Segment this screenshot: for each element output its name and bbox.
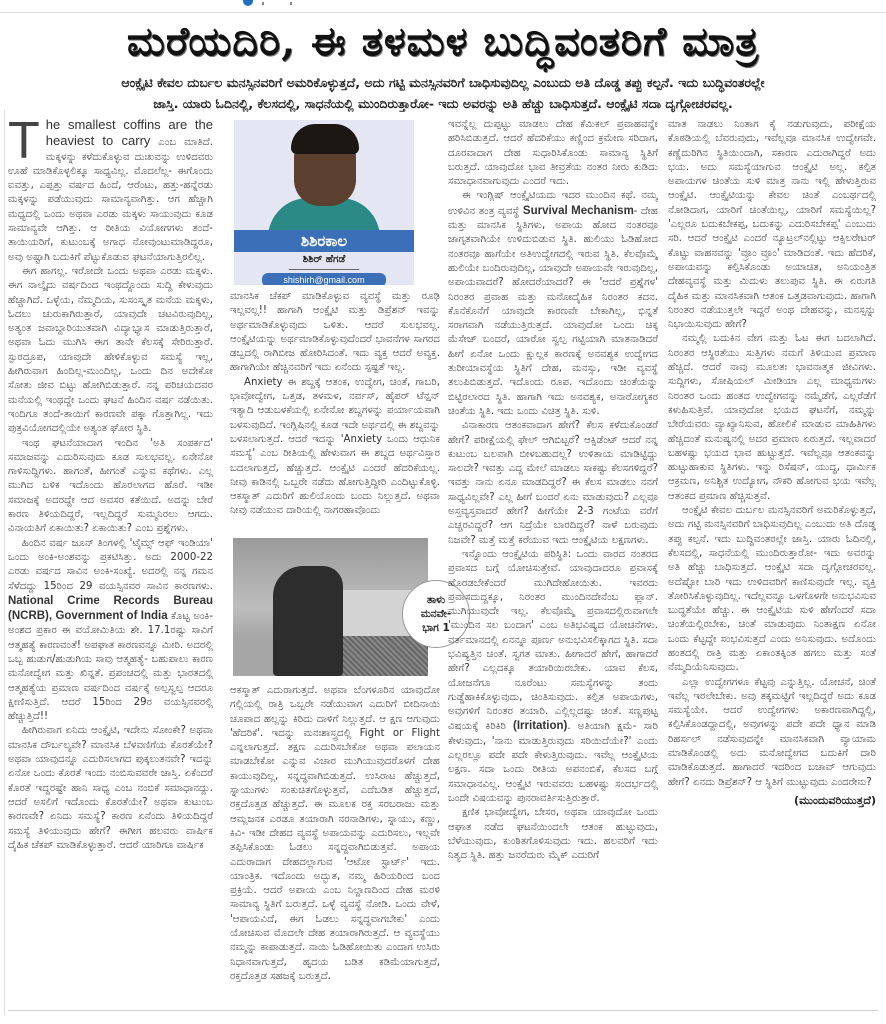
logo-icon: [243, 0, 253, 6]
paragraph: ಮಾತ ನಾಡಲು ನಿಂತಾಗ ಕೈ ನಡುಗುವುದು, ಪರೀಕ್ಷೆಯ ಕೊಠಡಿಯಲ್ಲಿ ಬೆವರುವುದು, ಇವೆಲ್ಲವೂ ಮಾನಸಿಕ ಉದ್ವೇಗವೇ. ಕಣ್ಣೆದುರಿಗಿನ ಸ್ಥಿತಿಯಿಂದಾಗಿ, ಸಕಾರಣ ಎದುರಾಗಿದ್ದರೆ ಅದು ಭಯ. ಅದು ಸಮಸ್ಯೆಯಾಗುವ ಆಂಕ್ಸೈಟಿ ಅಲ್ಲ. ಕಲ್ಪಿತ ಅಪಾಯಗಳ ಚಿಂತೆಯ ಸುಳಿ ಮಾತ್ರ ನಾನು ಇಲ್ಲಿ ಹೇಳುತ್ತಿರುವ ಆಂಕ್ಸೈಟಿ. ಆಂಕ್ಸೈಟಿಯನ್ನು ಕೇವಲ ಚಿಂತೆ ಎಂಬರ್ಥದಲ್ಲಿ ನೋಡಿದಾಗ, ಯಾರಿಗೆ ಚಿಂತೆಯಿಲ್ಲ, ಯಾರಿಗೆ ಸಮಸ್ಯೆಯಿಲ್ಲ? 'ಎಲ್ಲರೂ ಬದುಕಬೇಕಪ್ಪ, ಬದುಕನ್ನು ಎದುರಿಸಬೇಕಪ್ಪ' ಎಂಬುದು ಸರಿ. ಆದರೆ ಆಂಕ್ಸೈಟಿ ಎಂದರೆ ನ್ಯೂಟ್ರಲ್‌ನಲ್ಲಿಟ್ಟು ಆಕ್ಸಿಲರೇಟರ್ ಕೊಟ್ಟು ವಾಹನವನ್ನು 'ವ್ರೂಂ ವ್ರೂಂ' ಮಾಡಿದಂತೆ. ಇದು ಹೆದರಿಕೆ, ಅಪಾಯವನ್ನು ಕಲ್ಪಿಸಿಕೊಂಡು ಅಯಾಚಿತ, ಅನಿಯಂತ್ರಿತ ದೇಹವ್ಯವಸ್ಥೆ ಮತ್ತು ಮಿದುಳು ತಲುಪುವ ಸ್ಥಿತಿ. ಈ ಏರುಗತಿ ದೈಹಿಕ ಮತ್ತು ಮಾನಸಿಕವಾಗಿ ಆತಂಕ ಒತ್ತಡವಾಗುವುದು. ಹಾಗಾಗಿ ನಿರಂತರ ನಡೆಯುತ್ತಲೇ ಇದ್ದರೆ ಅಂಥ ದೇಹವನ್ನು, ಮನಸ್ಸನ್ನು ನಿಭಾಯಿಸುವುದು ಹೇಗೆ?: [668, 119, 876, 331]
deck-line: ಆಂಕ್ಸೈಟಿ ಕೇವಲ ದುರ್ಬಲ ಮನಸ್ಸಿನವರಿಗೆ ಅಮರಿಕೊಳ್ಳುತ್ತದೆ, ಅದು ಗಟ್ಟಿ ಮನಸ್ಸಿನವರಿಗೆ ಬಾಧಿಸುವುದಿಲ್ಲ ಎಂಬುದು ಅತಿ ದೊಡ್ಡ ತಪ್ಪು ಕಲ್ಪನೆ. ಇದು ಬುದ್ಧಿವಂತರಲ್ಲೇ: [121, 75, 765, 90]
paragraph-text: ಎಂಬ ಮಾತಿದೆ. ಮಕ್ಕಳನ್ನು ಕಳೆದುಕೊಳ್ಳುವ ದುಃಖವನ್ನು ಉಳಿದವರು ಊಹೆ ಮಾಡಿಕೊಳ್ಳಲಿಕ್ಕೂ ಸಾಧ್ಯವಿಲ್ಲ. ಮೊದಲೆಲ್ಲ- ಈಗೊಂದು ಐವತ್ತು, ಎಪ್ಪತ್ತು ವರ್ಷದ ಹಿಂದೆ, ಆರೆಂಟು, ಹತ್ತು-ಹನ್ನೆರಡು ಮಕ್ಕಳನ್ನು ಪಡೆಯುವುದು ಸಾಮಾನ್ಯವಾಗಿತ್ತು. ಆಗ ಹೆಚ್ಚಾಗಿ ಮಧ್ಯದಲ್ಲಿ ಒಂದು ಅಥವಾ ಎರಡು ಮಕ್ಕಳು ಸಾಯುವುದು ಕೂಡ ಸಾಮಾನ್ಯವೇ ಆಗಿತ್ತು. ಆ ರೀತಿಯ ವಿಯೋಗಗಳು ತಂದೆ-ತಾಯಿಯರಿಗೆ, ಕುಟುಂಬಕ್ಕೆ ಅಗಾಧ ನೋವುಂಟುಮಾಡಿದ್ದರೂ, ಅವು ಅಷ್ಟಾಗಿ ಬದುಕಿಗೆ ಪೆಟ್ಟುಕೊಡುವ ಘಟನೆಯಾಗುತ್ತಿರಲಿಲ್ಲ.: [8, 137, 214, 263]
column-name: ಶಿಶಿರಕಾಲ: [234, 230, 414, 252]
english-phrase: 'Anxiety: [340, 433, 383, 445]
paragraph-text: ಒಂದು ಆಧುನಿಕ ಸಮಸ್ಯೆ' ಎಂಬ ರೀತಿಯಲ್ಲಿ ಹೇಳುವಾಗ ಈ ಶಬ್ದದ ಅರ್ಥವಿಸ್ತಾರ ಬದಲಾಗುತ್ತದೆ, ಹೆಚ್ಚುತ್ತದೆ. ಆಂಕ್ಸೈಟಿ ಎಂದರೆ ಹೆದರಿಕೆಯಲ್ಲ. ನೀವು ಕಾಡಿನಲ್ಲಿ ಒಬ್ಬರೇ ನಡೆದು ಹೋಗುತ್ತಿದ್ದೀರಿ ಎಂದಿಟ್ಟುಕೊಳ್ಳಿ. ಆಕಸ್ಮಾತ್ ಎದುರಿಗೆ ಹುಲಿಯೊಂದು ಬಂದು ನಿಲ್ಲುತ್ತದೆ. ಅಥವಾ ನೀವು ನಡೆಯುವ ದಾರಿಯಲ್ಲಿ ನಾಗರಹಾವೊಂದು: [230, 433, 440, 517]
author-email[interactable]: shishirh@gmail.com: [262, 273, 386, 285]
paragraph: ಎಲ್ಲಾ ಉದ್ವೇಗಗಳೂ ಕೆಟ್ಟವು ಎನ್ನುತ್ತಿಲ್ಲ. ಯೋಚನೆ, ಚಿಂತೆ ಇವೆಲ್ಲ ಇರಲೇಬೇಕು. ಅವು ತಕ್ಕಮಟ್ಟಿಗೆ ಇಲ್ಲದಿದ್ದರೆ ಅದು ಕೂಡ ಸಮಸ್ಯೆಯೇ. ಆದರೆ ಉದ್ವೇಗಗಳು ಅಕಾರಣವಾಗಿದ್ದಲ್ಲಿ, ಕಲ್ಪಿಸಿಕೊಂಡದ್ದಾದಲ್ಲಿ, ಅವುಗಳನ್ನು ಪದೇ ಪದೇ ಧ್ಯಾನ ಮಾಡಿ ರಿಹರ್ಸಲ್ ನಡೆಸುವುದನ್ನೇ ಮಾನಸಿಕವಾಗಿ ವ್ಯಾಯಾಮ ಮಾಡಿಕೊಂಡಲ್ಲಿ ಅದು ಮನೋದ್ವೇಗದ ಬದುಕಿಗೆ ದಾರಿ ಮಾಡಿಕೊಡುತ್ತದೆ. ಹಾಗಾದರೆ ಇದರಿಂದ ಬಚಾವ್ ಆಗುವುದು ಹೇಗೆ? ಏನದು ಡಿಪ್ರೆಶನ್? ಆ ಸ್ಥಿತಿಗೆ ಮುಟ್ಟುವುದು ಎಂದರೇನು?: [668, 676, 876, 788]
paragraph: [230, 376, 440, 519]
paragraph-text: ಕೊಟ್ಟ ಅಂಕಿ-ಅಂಶದ ಪ್ರಕಾರ ಈ ವಯೋಮಿತಿಯ ಶೇ. 17.1ರಷ್ಟು ಸಾವಿಗೆ ಆತ್ಮಹತ್ಯೆ ಕಾರಣವಂತೆ! ಅಪಘಾತ ಕಾರಣವನ್ನೂ ಮೀರಿ. ಅದರಲ್ಲಿ ಒಬ್ಬ ಹುಡುಗ/ಹುಡುಗಿಯ ಸಾವು ಆತ್ಮಹತ್ಯೆ- ಬಹುಪಾಲು ಕಾರಣ ಮನೋದ್ವೇಗ ಮತ್ತು ಖಿನ್ನತೆ. ಪ್ರಪಂಚದಲ್ಲಿ ಮತ್ತು ಭಾರತದಲ್ಲಿ ಆತ್ಮಹತ್ಯೆಯ ಪ್ರಮಾಣ ವರ್ಷದಿಂದ ವರ್ಷಕ್ಕೆ ಅಲ್ಪಸ್ವಲ್ಪ ಆದರೂ ಕ್ಷೀಣಿಸುತ್ತಿದೆ. ಆದರೆ 15ರಿಂದ 29ರ ವಯಸ್ಸಿನವರಲ್ಲಿ ಹೆಚ್ಚುತ್ತಿದೆ!!: [8, 611, 213, 723]
paragraph: [448, 548, 658, 806]
headline: ಮರೆಯದಿರಿ, ಈ ತಳಮಳ ಬುದ್ಧಿವಂತರಿಗೆ ಮಾತ್ರ: [126, 18, 760, 65]
columnist-photo-hair: [291, 124, 359, 154]
paragraph-text: . ಅತಿಯಾಗಿ ಕ್ಷಮೆ- ಸಾರಿ ಕೇಳುವುದು, 'ನಾನು ಮಾಡುತ್ತಿರುವುದು ಸರಿಯಿದೆಯೇ?' ಎಂದು ಎಲ್ಲರಲ್ಲೂ ಪದೇ ಪದೇ ಕೇಳುತ್ತಿರುವುದು. ಇವೆಲ್ಲ ಆಂಕ್ಸೈಟಿಯ ಲಕ್ಷಣ. ಸದಾ ಒಂದು ರೀತಿಯ ಅಪನಂಬಿಕೆ, ಕೆಲಸದ ಬಗ್ಗೆ ಸಮಾಧಾನವಿಲ್ಲ. ಆಂಕ್ಸೈಟಿ ಇರುವವರು ಬಹಳಷ್ಟು ಸಂದರ್ಭದಲ್ಲಿ ಒಂದೇ ವಿಷಯವನ್ನು ಪುನರಾವರ್ತಿಸುತ್ತಿರುತ್ತಾರೆ.: [448, 721, 658, 804]
article-column-1: [8, 112, 214, 1008]
english-phrase: Survival Mechanism: [522, 204, 634, 217]
callout-line: ತಾಳು: [426, 594, 446, 606]
callout-line: ಭಾಗ 1: [422, 622, 450, 634]
paragraph: ಆಂಕ್ಸೈಟಿ ಕೇವಲ ದುರ್ಬಲ ಮನಸ್ಸಿನವರಿಗೆ ಅಮರಿಕೊಳ್ಳುತ್ತದೆ, ಅದು ಗಟ್ಟಿ ಮನಸ್ಸಿನವರಿಗೆ ಬಾಧಿಸುವುದಿಲ್ಲ ಎಂಬುದು ಅತಿ ದೊಡ್ಡ ತಪ್ಪು ಕಲ್ಪನೆ. ಇದು ಬುದ್ಧಿವಂತರಲ್ಲೇ ಜಾಸ್ತಿ. ಯಾರು ಓದಿನಲ್ಲಿ, ಕೆಲಸದಲ್ಲಿ, ಸಾಧನೆಯಲ್ಲಿ ಮುಂದಿರುತ್ತಾರೋ- ಇದು ಅವರನ್ನು ಅತಿ ಹೆಚ್ಚು ಬಾಧಿಸುತ್ತದೆ. ಆಂಕ್ಸೈಟಿ ಸದಾ ದೃಗ್ಗೋಚರವಲ್ಲ. ಅದೆಷ್ಟೋ ಬಾರಿ ಇದು ಉಳಿದವರಿಗೆ ಕಾಣಿಸುವುದೇ ಇಲ್ಲ. ವ್ಯಕ್ತಿ ತೋರಿಸಿಕೊಳ್ಳುವುದಿಲ್ಲ. ಇದೆಲ್ಲವನ್ನೂ ಒಳಗೊಳಗೇ ಅನುಭವಿಸುವ ಬುದ್ಧತೆಯೇ ಹೆಚ್ಚು. ಈ ಆಂಕ್ಸೈಟಿಯ ಸುಳಿ ಹೇಗೆಂದರೆ ಸದಾ ಚಿಂತೆಯಲ್ಲಿರಬೇಕು, ಚಿಂತೆ ಮಾಡುವುದು ನಿಂತಾಕ್ಷಣ ಏನೋ ಒಂದು ಕೆಟ್ಟದ್ದೇ ಸಂಭವಿಸುತ್ತದೆ ಎಂದು ಅನಿಸುವುದು. ಅದೊಂದು ಹಂತದಲ್ಲಿ ರಾತ್ರಿ ಮತ್ತು ಏಕಾಂತಕ್ಕಿಂತ ಹಗಲು ಮತ್ತು ಸಂತೆ ನೆಮ್ಮದಿಯೆನಿಸುವುದು.: [668, 505, 876, 674]
paragraph-text: ಹಿಂದಿನ ವರ್ಷ ಜೂನ್ ತಿಂಗಳಲ್ಲಿ 'ಟೈಮ್ಸ್ ಆಫ್ ಇಂಡಿಯಾ' ಒಂದು ಅಂಕಿ-ಅಂಶವನ್ನು ಪ್ರಕಟಿಸಿತ್ತು. ಅದು 2000-22 ಎರಡು ವರ್ಷದ ಸಾವಿನ ಅಂಕಿ-ಸಂಖ್ಯೆ. ಅದರಲ್ಲಿ ನನ್ನ ಗಮನ ಸೆಳೆದದ್ದು 15ರಿಂದ 29 ವಯಸ್ಸಿನವರ ಸಾವಿನ ಕಾರಣಗಳು.: [8, 537, 213, 592]
paragraph: ಈಗ ಹಾಗಲ್ಲ. ಇರೋದೇ ಒಂದು ಅಥವಾ ಎರಡು ಮಕ್ಕಳು. ಈಗ ನಾಲ್ಕೈದು ವರ್ಷದಿಂದ ಇಂಥದ್ದೊಂದು ಸುದ್ದಿ ಕೇಳುವುದು ಹೆಚ್ಚಾಗಿದೆ. ಒಳ್ಳೆಯ, ನೆಮ್ಮದಿಯ, ಸುಸಂಸ್ಕೃತ ಮನೆಯ ಮಕ್ಕಳು, ಓದಲು ಚುರುಕಾಗಿರುತ್ತಾರೆ, ಯಾವುದೇ ಚಟವಿರುವುದಿಲ್ಲ, ಅತ್ಯಂತ ಜವಾಬ್ದಾರಿಯುತವಾಗಿ ವಿದ್ಯಾಭ್ಯಾಸ ಮಾಡುತ್ತಿರುತ್ತಾರೆ, ಅಥವಾ ಓದು ಮುಗಿಸಿ ಈಗ ತಾನೇ ಕೆಲಸಕ್ಕೆ ಸೇರಿರುತ್ತಾರೆ. ಸ್ಫುರದ್ರೂಪ, ಯಾವುದೇ ಹೇಳಿಕೊಳ್ಳುವ ಸಮಸ್ಯೆ ಇಲ್ಲ, ಹೀಗಿರುವಾಗ ಹಿಂದಿಲ್ಲ-ಮುಂದಿಲ್ಲ, ಒಂದು ದಿನ ಅದೇಕೋ ಸೋತು ಜೀವ ಬಿಟ್ಟು ಹೋಗಿಬಿಡುತ್ತಾರೆ. ನನ್ನ ಪರಿಚಯದವರ ಮನೆಯಲ್ಲಿ ಇಂಥದ್ದೇ ಒಂದು ಘಟನೆ ಹಿಂದಿನ ವರ್ಷ ನಡೆಯಿತು. ಇಂದಿಗೂ ತಂದೆ-ತಾಯಿಗೆ ಕಾರಣವೇ ಪಕ್ಕಾ ಗೊತ್ತಾಗಿಲ್ಲ. ಇದು ಪುತ್ರವಿಯೋಗದಲ್ಲಿಯೇ ಅತ್ಯಂತ ಘೋರ ಸ್ಥಿತಿ.: [8, 265, 213, 435]
english-phrase: Anxiety: [244, 376, 283, 388]
lead-quote: he smallest coffins are the heaviest to carry: [45, 117, 213, 149]
bottom-rule: [8, 1010, 878, 1011]
paragraph-text: - ದೇಹ ಮತ್ತು ಮಾನಸಿಕ ಸ್ಥಿತಿಗಳು, ಅಪಾಯ ಹೋದ ನಂತರವೂ ಜಾಗೃತವಾಗಿಯೇ ಉಳಿದುಬಿಡುವ ಸ್ಥಿತಿ. ಹುಲಿಯು ಓಡಿಹೋದ ನಂತರವೂ ಹಾಗೆಯೇ ಅತಿಉದ್ವೇಗದಲ್ಲಿ ಇರುವ ಸ್ಥಿತಿ. ಕೆಲವೊಮ್ಮೆ ಹುಲಿಯೇ ಬಂದಿರುವುದಿಲ್ಲ, ಯಾವುದೇ ಅಪಾಯವೇ ಇರುವುದಿಲ್ಲ, ಅಪಾಯವಾದರೆ? ಹೋದರೆಯಾದರೆ? ಈ 'ಆದರೆ ಪ್ರಶ್ನೆಗಳ' ನಿರಂತರ ಪ್ರವಾಹ ಮತ್ತು ಮನೋದೈಹಿಕ ನಿರಂತರ ಕದನ. ಕೊನೆಕೊನೆಗೆ ಯಾವುದೇ ಕಾರಣವೇ ಬೇಕಾಗಿಲ್ಲ, ಭಿನ್ನತೆ ಸರಾಗವಾಗಿ ನಡೆಯುತ್ತಿರುತ್ತದೆ. ಯಾವುದೋ ಒಂದು ಚಿಕ್ಕ ಮೆಸೇಜ್ ಬಂದರೆ, ಯಾರೋ ಸ್ವಲ್ಪ ಗಟ್ಟಿಯಾಗಿ ಮಾತನಾಡಿದರೆ ಹೀಗೆ ಏನೋ ಒಂದು ಕ್ಷುಲ್ಲಕ ಕಾರಣಕ್ಕೆ ಅನವಶ್ಯಕ ಉದ್ವೇಗದ ತುರೀಯಾವಸ್ಥೆಯ ಸ್ಥಿತಿಗೆ ದೇಹ, ಮನಸ್ಸು, ಇಡೀ ವ್ಯವಸ್ಥೆ ತಲುಪಿಬಿಡುತ್ತದೆ. ಇದೊಂದು ರೂಪ. ಇದೊಂದು ಚಿಂತೆಯನ್ನು ಬಿಟ್ಟಿರಲಾರದ ಸ್ಥಿತಿ. ಹಾಗಾಗಿ ಇದು ಅನವಶ್ಯಕ, ಅನಾರೋಗ್ಯಕರ ಚಿಂತೆಯ ಸ್ಥಿತಿ. ಇದು ಒಂದು ವಿಚಿತ್ರ ಸ್ಥಿತಿ. ಸುಳಿ.: [448, 205, 658, 417]
author-name: ಶಿಶಿರ್ ಹೆಗಡೆ: [302, 254, 346, 265]
paragraph: ಇವನ್ನೆಲ್ಲ ದುಪ್ಪಟ್ಟು ಮಾಡಲು ದೇಹ ಕೆಮಿಕಲ್ ಪ್ರವಾಹವನ್ನೇ ಹರಿಸಿಬಿಡುತ್ತದೆ. ಆದರೆ ಹೆದರಿಕೆಯು ಕಣ್ಣಿಂದ ಕ್ರಮೇಣ ಸರಿದಾಗ, ದೂರವಾದಾಗ ದೇಹ ಸುಧಾರಿಸಿಕೊಂಡು ಸಾಮಾನ್ಯ ಸ್ಥಿತಿಗೆ ಬರುತ್ತದೆ. ಯಾವುದೋ ಭಾವ ತೀವ್ರತೆಯ ನಂತರ ನೀರು ಕುಡಿದು ಸಮಾಧಾನವಾಗುವುದು ಎಂದರೆ ಇದು.: [448, 119, 658, 188]
top-bar: [0, 0, 886, 13]
photo-person: [273, 566, 343, 676]
paragraph-text: ಇನ್ನೊಂದು ಆಂಕ್ಸೈಟಿಯ ಪರಿಸ್ಥಿತಿ: ಒಂದು ವಾರದ ನಂತರದ ಪ್ರವಾಸದ ಬಗ್ಗೆ ಯೋಚಿಸುತ್ತೇವೆ. ಯಾವುದಾದರೂ ಪ್ರವಾಸಕ್ಕೆ ಹೊರಡಬೇಕೆಂದರೆ ಮುಗಿದೇಹೋಯಿತು. ಇವರದು ಪ್ರವಾಸದುದ್ದಕ್ಕೂ, ನಿರಂತರ ಮುಂದಿನದೇನೆಂಬ ಪ್ಲಾನ್. ಮುಗಿಯುವುದೇ ಇಲ್ಲ. ಕೆಲವೊಮ್ಮೆ ಪ್ರವಾಸದಲ್ಲಿರುವಾಗಲೇ 'ಮುಂದಿನ ಸಲ ಬಂದಾಗ' ಎಂಬ ಅತಿಭವಿಷ್ಯದ ಯೋಚನೆಗಳು. ವರ್ತಮಾನದಲ್ಲಿ ಏನನ್ನೂ ಪೂರ್ಣ ಅನುಭವಿಸಲಿಕ್ಕಾಗದ ಸ್ಥಿತಿ. ಸದಾ ಭವಿಷ್ಯತ್ತಿನ ಚಿಂತೆ. ಸ್ವಗತ ಮಾತು. ಹೀಗಾದರೆ ಹೇಗೆ, ಹಾಗಾದರೆ ಹೇಗೆ? ಎಲ್ಲದಕ್ಕೂ ತಯಾರಿಯಿರಬೇಕು. ಯಾವ ಕೆಲಸ, ಯೋಜನೆಗೂ ನೂರೆಂಟು ಸಮಸ್ಯೆಗಳನ್ನು ತಂದು ಗುಡ್ಡೆಹಾಕಿಕೊಳ್ಳುವುದು, ಚಿಂತಿಸುವುದು. ಕಲ್ಪಿತ ಅಪಾಯಗಳು, ಅವುಗಳಿಗೆ ನಿರಂತರ ತಯಾರಿ. ಎಲ್ಲಿಲ್ಲದಷ್ಟು ಚಿಂತೆ. ಸಣ್ಣಪುಟ್ಟ ವಿಷಯಕ್ಕೆ ಕಿರಿಕಿರಿ: [448, 548, 658, 733]
deck-line: ಜಾಸ್ತಿ. ಯಾರು ಓದಿನಲ್ಲಿ, ಕೆಲಸದಲ್ಲಿ, ಸಾಧನೆಯಲ್ಲಿ ಮುಂದಿರುತ್ತಾರೋ- ಇದು ಅವರನ್ನು ಅತಿ ಹೆಚ್ಚು ಬಾಧಿಸುತ್ತದೆ. ಆಂಕ್ಸೈಟಿ ಸದಾ ದೃಗ್ಗೋಚರವಲ್ಲ.: [153, 96, 733, 111]
paragraph: ವಿನಾಕಾರಣ ಆತಂಕವಾದಾಗ ಹೇಗೆ? ಕೆಲಸ ಕಳೆದುಕೊಂಡರೆ ಹೇಗೆ? ಪರೀಕ್ಷೆಯಲ್ಲಿ ಫೇಲ್ ಆಗಿಬಿಟ್ಟರೆ? ಆಕ್ಸಿಡೆಂಟ್ ಆದರೆ ನನ್ನ ಕುಟುಂಬ ಬಲವಾಗಿ ಬೀಳಬಹುದಲ್ಲ? ಉಳಿತಾಯ ಮಾಡಿಟ್ಟಿದ್ದು ಸಾಲದೇ? ಇವತ್ತು ಎದ್ದ ಮೇಲೆ ಮಾಡಲು ಸಾಕಷ್ಟು ಕೆಲಸಗಳಿದ್ದರೆ? ಇವತ್ತು ನಾನು ಏನೂ ಮಾಡದಿದ್ದರೆ? ಈ ಕೆಲಸ ಮಾಡಲು ನನಗೆ ಸಾಧ್ಯವಿಲ್ಲವೇ? ಎಲ್ಲ ಹೀಗೆ ಬಂದರೆ ಏನು ಮಾಡುವುದು? ಎಲ್ಲವೂ ಅಸ್ತವ್ಯಸ್ತವಾದರೆ ಹೇಗೆ? ಹೀಗೆಯೇ 2-3 ಗಂಟೆಯ ವರೆಗೆ ಎಚ್ಚರವಿದ್ದರೆ? ಆಗ ನಿದ್ರೆಯೇ ಬಾರದಿದ್ದರೆ? ನಾಳೆ ಬರುವುದು ನಿಜವೇ? ಮತ್ತೆ ಮತ್ತೆ ಕರೆಯುವ ಇದು ಆಂಕ್ಸೈಟಿಯ ಲಕ್ಷಣಗಳು.: [448, 420, 658, 546]
divider: [289, 269, 359, 270]
article-column-4: [668, 118, 876, 998]
paragraph-text: ಈ ಶಬ್ದಕ್ಕೆ ಆತಂಕ, ಉದ್ವೇಗ, ಚಿಂತೆ, ಗಾಬರಿ, ಭಾವೋದ್ವೇಗ, ಒತ್ತಡ, ತಳಮಳ, ನರ್ವಸ್, ಹೈಪರ್ ಟೆನ್ಷನ್ ಇತ್ಯಾದಿ ಆಡುಬಳಕೆಯಲ್ಲಿ ಏನೇನೋ ಶಬ್ದಗಳನ್ನು ಪರ್ಯಾಯವಾಗಿ ಬಳಸುವುದಿದೆ. ಇಂಗ್ಲಿಷಿನಲ್ಲಿ ಕೂಡ ಇದೇ ಅರ್ಥದಲ್ಲಿ ಈ ಶಬ್ದವನ್ನು ಬಳಸಲಾಗುತ್ತದೆ. ಆದರೆ ಇದನ್ನು: [230, 376, 440, 445]
paragraph: ಹೀಗಿರುವಾಗ ಏನಿದು ಆಂಕ್ಸೈಟಿ, ಇದೇನು ಸೋಂಕೇ? ಅಥವಾ ಮಾನಸಿಕ ದೌರ್ಬಲ್ಯವೇ? ಮಾನಸಿಕ ಬೆಳವಣಿಗೆಯ ಕೊರತೆಯೇ? ಅಥವಾ ಯಾವುದನ್ನೂ ಎದುರಿಸಲಾಗದ ಪುಕ್ಕಲುತನವೇ? ಇದನ್ನು ಏನೋ ಒಂದು ಕೊರತೆ ಇಂದು ನಂಬಿಸುವವರೇ ಜಾಸ್ತಿ. ಏಕೆಂದರೆ ಕೊರತೆ ಇದ್ದರಷ್ಟೇ ಹಾನಿ ಸಾಧ್ಯ ಎಂಬ ನಂಬಿಕೆ ಸಮಾಧಾನದ್ದು. ಆದರೆ ಅಸಲಿಗೆ ಇದೊಂದು ಕೊರತೆಯೇ? ಅಥವಾ ಕುಟುಂಬ ಕಾರಣವೇ? ಏನಿದು ಸಮಸ್ಯೆ? ಕಾರಣ ಏನೆಂದು ತಿಳಿಯದಿದ್ದರೆ ಸಮಸ್ಯೆ ತಿಳಿಯುವುದು ಹೇಗೆ? ಈಗೀಗ ಹಲವರು ವಾರ್ಷಿಕ ದೈಹಿಕ ಚೆಕಪ್ ಮಾಡಿಕೊಳ್ಳುತ್ತಾರೆ. ಆದರೆ ಯಾರಿಗೂ ವಾರ್ಷಿಕ: [8, 725, 213, 851]
divider: [262, 2, 264, 5]
paragraph-text: ಈ ಇಂಗ್ಲಿಷ್ ಆಂಕ್ಸೈಟಿಯದು ಇದರ ಮುಂದಿನ ಕಥೆ. ನಮ್ಮ ಉಳಿವಿನ ತಂತ್ರ ವ್ಯವಸ್ಥೆ: [448, 190, 658, 217]
paragraph: [8, 112, 214, 265]
paragraph: ಇಂಥ ಘಟನೆಯಾದಾಗ ಇಂದಿನ 'ಅತಿ ಸಂಪರ್ಕದ' ಸಮಾಜವನ್ನು ಎದುರಿಸುವುದು ಕೂಡ ಸುಲಭವಲ್ಲ. ಏನೇನೋ ಗಾಳಿಸುದ್ದಿಗಳು. ಹಾಗಂತೆ, ಹೀಗಂತೆ ಎನ್ನುವ ಕಥೆಗಳು. ಎಲ್ಲ ಮುಗಿದ ಬಳಿಕ ಇದೊಂದು ಹೊರಲಾಗದ ಹೊರೆ. ಇಡೀ ಸಮಾಜಕ್ಕೆ ಅದರದ್ದೇ ಆದ ಅವಸರ ಕತೆಯಿದೆ. ಅದನ್ನು ಬೇರೆ ಕಾರಣ ತಿಳಿಯದಿದ್ದರೆ, ಇಲ್ಲದಿದ್ದರೆ ಸುಮ್ಮನಿರಲು ಆಗದು. ವಿನಾಯತಿಗೆ ಏಕಾಯಿತು? ಏಕಾಯಿತು? ಎಂಬ ಪ್ರಶ್ನೆಗಳು.: [8, 437, 213, 535]
paragraph: [8, 537, 213, 725]
english-phrase: Fight or Flight: [359, 727, 440, 739]
article-photo: [233, 538, 428, 676]
paragraph: ಕ್ಷಣಿಕ ಭಾವೋದ್ವೇಗ, ಬೇಸರ, ಅಥವಾ ಯಾವುದೋ ಒಂದು ಆಘಾತ ನಡೆದ ಘಟನೆಯಿಂದಲೇ ಆತಂಕ ಹುಟ್ಟುವುದು, ಬೆಳೆಯುವುದು, ಕುಂಠಿತಗೊಳಿಸುವುದು ಇದು. ಹಲವರಿಗೆ ಇದು ನಿತ್ಯದ ಸ್ಥಿತಿ. ಹತ್ತು ಜನರೆದುರು ಮೈಕ್ ಎದುರಿಗೆ: [448, 807, 658, 862]
drop-cap: T: [8, 112, 40, 170]
article-column-2: [230, 290, 440, 519]
continued-label: (ಮುಂದುವರಿಯುತ್ತದೆ): [794, 793, 876, 807]
paragraph: ನಮ್ಮಲ್ಲಿ ಬದುಕಿನ ವೇಗ ಮತ್ತು ಓಟ ಈಗ ಬದಲಾಗಿದೆ. ನಿರಂತರ ಆಸ್ಥಿರತೆಯು ಸುತ್ತಿಗಳು ನಮಗೆ ತಿಳಿಯುವ ಪ್ರಮಾಣ ಹೆಚ್ಚಿದೆ. ಆದರೆ ನಾವು ಮೂಲತಃ ಭಾವನಾತ್ಮಕ ಜೀವಿಗಳು. ಸುದ್ದಿಗಳು, ಸೋಷಿಯಲ್ ಮೀಡಿಯಾ ಎಲ್ಲ ಮಾಧ್ಯಮಗಳು ನಿರಂತರ ಒಂದು ಹಂತದ ಉದ್ವೇಗವನ್ನು ನಮ್ಮೆಡೆಗೆ, ಎಲ್ಲರೆಡೆಗೆ ಕಳುಹಿಸುತ್ತಿವೆ. ಯಾವುದೋ ಭಯದ ಘಟನೆಗೆ, ನಮ್ಮನ್ನು ಬೇರೆಯವರು ವ್ಯಾಖ್ಯಾನಿಸುವ, ಹೋಲಿಕೆ ಮಾಡುವ ಮಾಹಿತಿಗಳು ಹೆಚ್ಚಿದಂತೆ ಮನುಷ್ಯನಲ್ಲಿ ಅದರ ಪ್ರಮಾಣ ಏರುತ್ತದೆ. ಇಲ್ಲವಾದರೆ ಬಹಳಷ್ಟು ಭಯದ ಭಾವ ಹುಟ್ಟುತ್ತದೆ. ಇವೆಲ್ಲವೂ ಆತಂಕವನ್ನು ಹುಟ್ಟುಹಾಕುವ ಸ್ಥಿತಿಗಳು. ಇನ್ನು ರಿಸೆಷನ್, ಯುದ್ಧ, ಧಾರ್ಮಿಕ ಆಕ್ರಮಣ, ಅನಿಶ್ಚಿತ ಉದ್ಯೋಗ, ನೌಕರಿ ಹೋಗುವ ಭಯ ಇವೆಲ್ಲ ಆತಂಕದ ಪ್ರಮಾಣ ಹೆಚ್ಚಿಸುತ್ತವೆ.: [668, 333, 876, 502]
paragraph-text: ಆಕಸ್ಮಾತ್ ಎದುರಾಗುತ್ತದೆ. ಅಥವಾ ಬೆಂಗಳೂರಿನ ಯಾವುದೋ ಗಲ್ಲಿಯಲ್ಲಿ ರಾತ್ರಿ ಒಬ್ಬರೇ ನಡೆಯುವಾಗ ಎದುರಿಗೆ ಬೀದಿನಾಯಿ ಚೂಪಾದ ಹಲ್ಲನ್ನು ಕಿರಿದು ದಾಳಿಗೆ ನಿಲ್ಲುತ್ತದೆ. ಆ ಕ್ಷಣ ಆಗುವುದು 'ಹೆದರಿಕೆ'. ಇದನ್ನು ಮನಃಶಾಸ್ತ್ರದಲ್ಲಿ: [230, 685, 440, 739]
paragraph: [448, 189, 658, 419]
english-phrase: National Crime Records Bureau (NCRB), Government of India: [8, 594, 213, 623]
article-column-3: [448, 118, 658, 1008]
left-margin-rule: [4, 110, 5, 1015]
paragraph-text: ಎನ್ನಲಾಗುತ್ತದೆ. ತಕ್ಷಣ ಎದುರಿಸಬೇಕೋ ಅಥವಾ ಪಲಾಯನ ಮಾಡಬೇಕೋ ಎನ್ನುವ ವಿಚಾರ ಮುಗಿಯುವುದರೊಳಗೆ ದೇಹ ಕಾಯುವುದಿಲ್ಲ, ಸನ್ನದ್ಧವಾಗಿಬಿಡುತ್ತದೆ. ಉಸಿರಾಟ ಹೆಚ್ಚುತ್ತದೆ, ಸ್ನಾಯುಗಳು ಸಂಕುಚಿತಗೊಳ್ಳುತ್ತವೆ, ಎದೆಬಡಿತ ಹೆಚ್ಚುತ್ತದೆ, ರಕ್ತದೊತ್ತಡ ಹೆಚ್ಚುತ್ತದೆ. ಈ ಮೂಲಕ ರಕ್ತ ಸರಬರಾಜು ಮತ್ತು ಆಮ್ಲಜನಕ ಎರಡೂ ತಯಾರಾಗಿ ನರನಾಡಿಗಳು, ಸ್ನಾಯು, ಕಣ್ಣು, ಕಿವಿ- ಇಡೀ ದೇಹದ ವ್ಯವಸ್ಥೆ ಅಪಾಯವನ್ನು ಎದುರಿಸಲು, ಇಲ್ಲವೇ ತಪ್ಪಿಸಿಕೊಂಡು ಓಡಲು ಸನ್ನದ್ಧವಾಗಿಬಿಡುತ್ತವೆ. ಅಪಾಯ ಎದುರಾದಾಗ ದೇಹದಲ್ಲಾಗುವ 'ಆಟೋ ಸ್ಟಾರ್ಟ್' ಇದು. ಯಾಂತ್ರಿಕ. ಇದೊಂದು ಅದ್ಭುತ, ನಮ್ಮ ಹಿರಿಯರಿಂದ ಬಂದ ಪ್ರಕ್ರಿಯೆ. ಆದರೆ ಅಪಾಯ ಎಂಬ ನಿಲ್ದಾಣದಿಂದ ದೇಹ ಮರಳಿ ಸಾಮಾನ್ಯ ಸ್ಥಿತಿಗೆ ಬರುತ್ತದೆ. ಒಳ್ಳೆ ವ್ಯವಸ್ಥೆ ನೋಡಿ. ಒಂದು ವೇಳೆ, 'ಆಪಾಯವಿದೆ, ಈಗ ಓಡಲು ಸನ್ನದ್ಧವಾಗಬೇಕು' ಎಂದು ಯೋಚಿಸುವ ಮೊದಲೇ ದೇಹ ತಯಾರಾಗಿರುತ್ತದೆ. ಆ ವ್ಯವಸ್ಥೆಯು ನಮ್ಮನ್ನು ಕಾಪಾಡುತ್ತದೆ. ನಾಯಿ ಓಡಿಹೋಯಿತು ಎಂದಾಗ ಉಸಿರು ನಿಧಾನವಾಗುತ್ತದೆ, ಹೃದಯ ಬಡಿತ ಕಡಿಮೆಯಾಗುತ್ತದೆ, ರಕ್ತದೊತ್ತಡ ಸಹಜಕ್ಕೆ ಬರುತ್ತದೆ.: [230, 742, 440, 982]
article-column-2-continued: [230, 684, 440, 1014]
deck: [20, 72, 866, 114]
callout-line: ಮನವೇ-: [420, 608, 452, 620]
english-phrase: (Irritation): [513, 720, 568, 733]
divider: [290, 2, 292, 5]
columnist-box: [234, 120, 414, 285]
paragraph: ಮಾನಸಿಕ ಚೆಕಪ್ ಮಾಡಿಕೊಳ್ಳುವ ವ್ಯವಸ್ಥೆ ಮತ್ತು ರೂಢಿ ಇಲ್ಲವಲ್ಲ!! ಹಾಗಾಗಿ ಆಂಕ್ಸೈಟಿ ಮತ್ತು ಡಿಪ್ರೆಶನ್ ಇವನ್ನು ಅರ್ಥಮಾಡಿಕೊಳ್ಳುವುದು ಒಳಿತು. ಆದರೆ ಸುಲಭವಲ್ಲ. ಆಂಕ್ಸೈಟಿಯನ್ನು ಅರ್ಥಮಾಡಿಕೊಳ್ಳುವುದೆಂದರೆ ಭಾವನೆಗಳ ಸಾಗರದ ಡಬ್ಬದಲ್ಲಿ ರಾಗಿಬೀಜ ಹೋರಿಸಿದಂತೆ. ಇದು ವ್ಯಕ್ತ ಆದರೆ ಅವ್ಯಕ್ತ. ಹಾಗಾಗಿಯೇ ಹೆಚ್ಚಿನವರಿಗೆ ಇದು ಏನೆಂದು ಸ್ಪಷ್ಟತೆ ಇಲ್ಲ.: [230, 291, 440, 374]
paragraph: [230, 684, 440, 984]
